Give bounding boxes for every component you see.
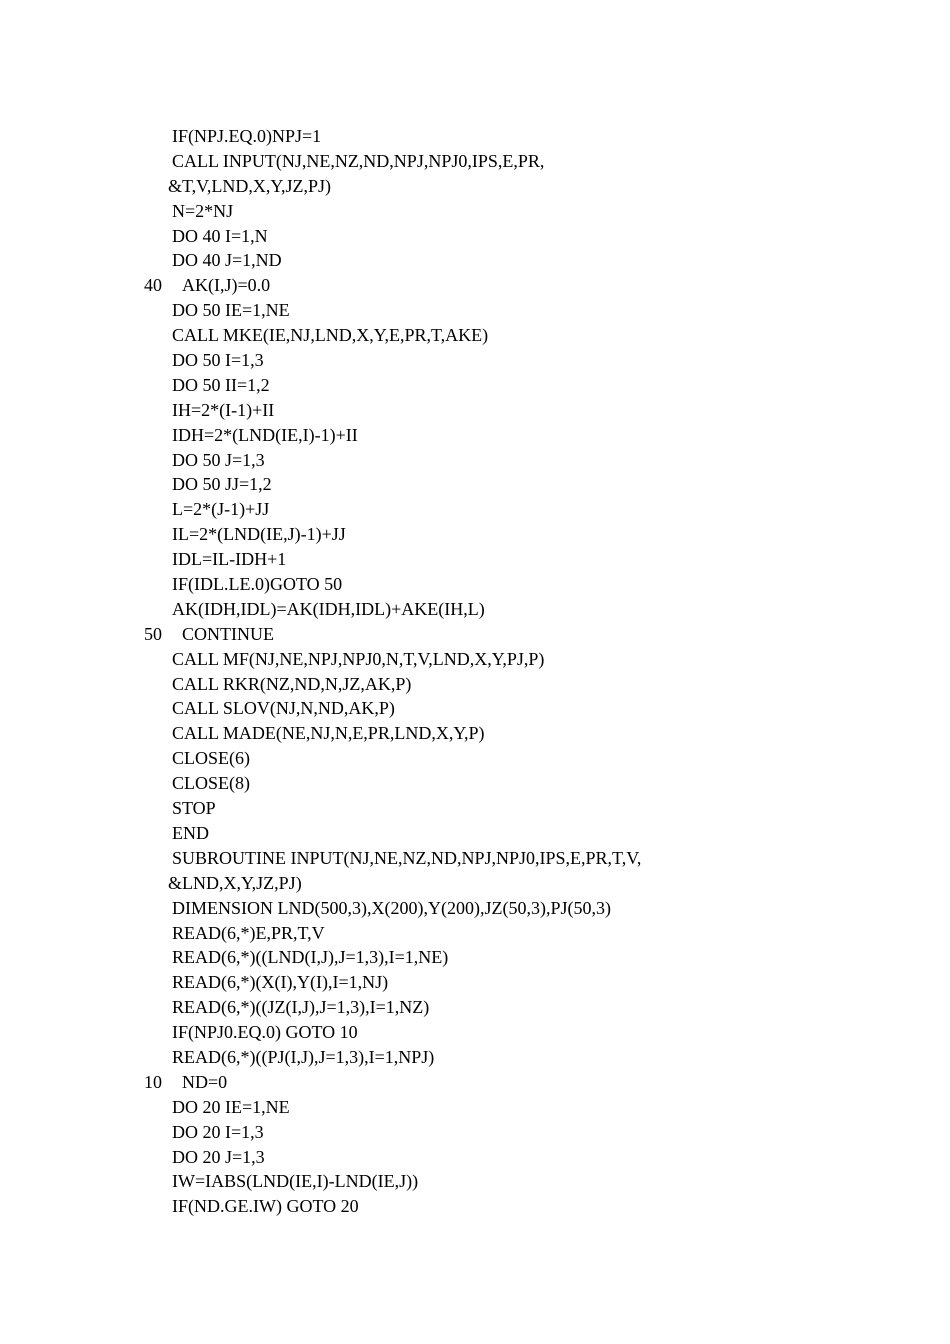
code-statement: IW=IABS(LND(IE,I)-LND(IE,J)) — [172, 1171, 419, 1192]
code-line — [144, 970, 904, 995]
code-line — [144, 199, 904, 224]
code-line — [144, 796, 904, 821]
code-statement: CALL SLOV(NJ,N,ND,AK,P) — [172, 698, 395, 719]
code-statement: DIMENSION LND(500,3),X(200),Y(200),JZ(50,3),PJ(50,3) — [172, 897, 611, 918]
code-line — [144, 1070, 904, 1095]
code-line — [144, 672, 904, 697]
code-statement: N=2*NJ — [172, 200, 234, 221]
code-line — [144, 497, 904, 522]
code-line — [144, 522, 904, 547]
code-statement: DO 50 I=1,3 — [172, 350, 264, 371]
code-line — [144, 348, 904, 373]
code-statement: READ(6,*)((JZ(I,J),J=1,3),I=1,NZ) — [172, 997, 430, 1018]
code-line — [144, 273, 904, 298]
statement-label: 10 — [144, 1071, 162, 1092]
code-line — [144, 224, 904, 249]
code-line — [144, 248, 904, 273]
code-statement: READ(6,*)((LND(I,J),J=1,3),I=1,NE) — [172, 947, 449, 968]
code-line — [144, 174, 904, 199]
statement-label: 40 — [144, 275, 162, 296]
code-line — [144, 871, 904, 896]
code-statement: CLOSE(8) — [172, 773, 250, 794]
code-statement: DO 40 I=1,N — [172, 225, 268, 246]
code-line — [144, 771, 904, 796]
code-statement: IL=2*(LND(IE,J)-1)+JJ — [172, 524, 346, 545]
code-line — [144, 696, 904, 721]
code-line — [144, 1095, 904, 1120]
code-statement: CONTINUE — [182, 623, 274, 644]
code-statement: STOP — [172, 798, 216, 819]
code-statement: IDH=2*(LND(IE,I)-1)+II — [172, 424, 358, 445]
code-statement: DO 20 IE=1,NE — [172, 1096, 290, 1117]
code-line — [144, 622, 904, 647]
code-statement: CALL MF(NJ,NE,NPJ,NPJ0,N,T,V,LND,X,Y,PJ,P) — [172, 648, 545, 669]
code-line — [144, 921, 904, 946]
code-statement: AK(IDH,IDL)=AK(IDH,IDL)+AKE(IH,L) — [172, 598, 485, 619]
code-statement: DO 50 J=1,3 — [172, 449, 265, 470]
code-statement: IF(NPJ.EQ.0)NPJ=1 — [172, 126, 322, 146]
code-line — [144, 647, 904, 672]
code-line — [144, 373, 904, 398]
code-line — [144, 896, 904, 921]
code-statement: SUBROUTINE INPUT(NJ,NE,NZ,ND,NPJ,NPJ0,IPS,E,PR,T,V, — [172, 847, 642, 868]
code-line — [144, 1194, 904, 1219]
code-statement: CALL MKE(IE,NJ,LND,X,Y,E,PR,T,AKE) — [172, 325, 489, 346]
code-line — [144, 1020, 904, 1045]
code-line — [144, 298, 904, 323]
code-line — [144, 398, 904, 423]
code-line — [144, 1145, 904, 1170]
code-statement: IF(IDL.LE.0)GOTO 50 — [172, 574, 343, 595]
code-line — [144, 721, 904, 746]
code-statement: IF(ND.GE.IW) GOTO 20 — [172, 1196, 359, 1217]
code-line — [144, 448, 904, 473]
code-statement: L=2*(J-1)+JJ — [172, 499, 270, 520]
code-statement: READ(6,*)(X(I),Y(I),I=1,NJ) — [172, 972, 389, 993]
code-statement: CALL INPUT(NJ,NE,NZ,ND,NPJ,NPJ0,IPS,E,PR, — [172, 150, 545, 171]
code-statement: CALL RKR(NZ,ND,N,JZ,AK,P) — [172, 673, 412, 694]
code-statement: DO 20 J=1,3 — [172, 1146, 265, 1167]
code-line — [144, 945, 904, 970]
code-line — [144, 746, 904, 771]
code-statement: DO 50 II=1,2 — [172, 374, 270, 395]
code-statement: IDL=IL-IDH+1 — [172, 549, 287, 570]
code-line — [144, 597, 904, 622]
continuation-statement: &T,V,LND,X,Y,JZ,PJ) — [168, 175, 332, 196]
code-statement: IF(NPJ0.EQ.0) GOTO 10 — [172, 1022, 358, 1043]
statement-label: 50 — [144, 623, 162, 644]
code-line — [144, 995, 904, 1020]
code-statement: ND=0 — [182, 1071, 228, 1092]
code-statement: IH=2*(I-1)+II — [172, 399, 275, 420]
code-line — [144, 323, 904, 348]
fortran-code-listing — [144, 124, 904, 1219]
code-statement: CALL MADE(NE,NJ,N,E,PR,LND,X,Y,P) — [172, 723, 485, 744]
code-line — [144, 1045, 904, 1070]
code-line — [144, 572, 904, 597]
code-statement: READ(6,*)E,PR,T,V — [172, 922, 325, 943]
code-statement: DO 50 IE=1,NE — [172, 300, 290, 321]
code-line — [144, 124, 904, 149]
code-line — [144, 149, 904, 174]
code-statement: READ(6,*)((PJ(I,J),J=1,3),I=1,NPJ) — [172, 1046, 435, 1067]
code-line — [144, 472, 904, 497]
code-line — [144, 1120, 904, 1145]
code-statement: END — [172, 822, 209, 843]
code-line — [144, 846, 904, 871]
code-line — [144, 547, 904, 572]
code-statement: AK(I,J)=0.0 — [182, 275, 271, 296]
code-line — [144, 1169, 904, 1194]
code-line — [144, 423, 904, 448]
code-statement: DO 40 J=1,ND — [172, 250, 282, 271]
code-statement: DO 20 I=1,3 — [172, 1121, 264, 1142]
code-statement: DO 50 JJ=1,2 — [172, 474, 272, 495]
code-statement: CLOSE(6) — [172, 748, 250, 769]
code-line — [144, 821, 904, 846]
continuation-statement: &LND,X,Y,JZ,PJ) — [168, 872, 302, 893]
